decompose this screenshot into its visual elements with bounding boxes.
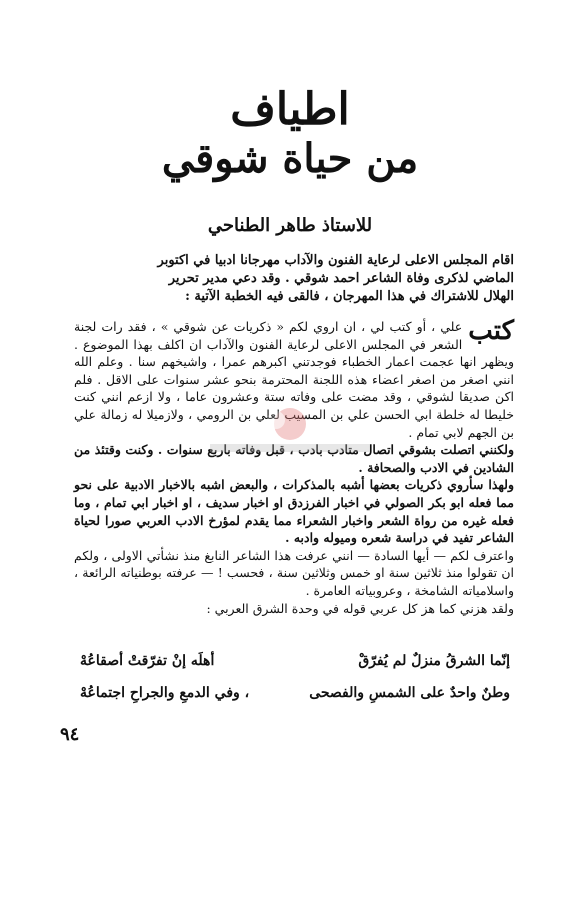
drop-word: كتب [468,316,514,346]
author-line: للاستاذ طاهر الطناحي [207,215,373,236]
verse-second-hemistich: أهلَه إنْ تفرّقتْ أصقاعُهْ [80,653,215,669]
body-paragraph [74,318,514,441]
article-title: اطياف [230,84,350,135]
intro-line: الهلال للاشتراك في هذا المهرجان ، فالقى فيه الخطبة الآتية : [185,289,514,304]
verse-first-hemistich: وطنٌ واحدٌ على الشمسِ والفصحى [309,685,510,701]
body-paragraph: ولهذا سأروي ذكريات بعضها أشبه بالمذكرات ، والبعض اشبه بالاخبار الادبية على نحو مما فعله ابو بكر الصولي في اخبار الفرزدق او اخبار سديف ، او اخبار ابي تمام ، وما فعله غيره من رواة الشعر واخبار الشعراء مما يقدم لمؤرخ الادب العربي صورا لحياة الشاعر تفيد في دراسة شعره وميوله وادبه . [74,477,514,546]
poem-verse [80,650,510,672]
poem-verse [80,682,510,704]
intro-note [74,252,514,306]
verse-first-hemistich: إنّما الشرقُ منزلٌ لم يُفرّقْ [358,653,510,669]
article-subtitle: من حياة شوقي [161,135,419,182]
verse-second-hemistich: ، وفي الدمعِ والجراحِ اجتماعُهْ [80,685,250,701]
body-paragraph-text: علي ، أو كتب لي ، ان اروي لكم « ذكريات عن شوقي » ، فقد رات لجنة الشعر في المجلس الاعلى لرعاية الفنون والآداب ان اكلف بهذا الموضوع . ويظهر انها عجمت اعمار الخطباء فوجدتني اكبرهم عمرا ، واشيخهم سنا . وعلم الله انني اصغر من اصغر اعضاء هذه اللجنة المحترمة بنحو عشر سنوات على الاقل . فلم اكن صديقا لشوقي ، وقد مضت على وفاته ستة وعشرون عاما ، ولا ازعم انني كنت خليطا له خلطة ابي الحسن علي بن المسيب لعلي بن الرومي ، ولازميلا له زمالة علي بن الجهم لابي تمام . [74,319,514,440]
body-paragraph: ولقد هزني كما هز كل عربي قوله في وحدة الشرق العربي : [206,600,514,616]
article-body [74,318,514,617]
body-paragraph: ولكنني اتصلت بشوقي اتصال متادب بادب ، قبل وفاته باربع سنوات . وكنت وقتئذ من الشادين في الادب والصحافة . [74,442,514,475]
body-paragraph: واعترف لكم — أيها السادة — انني عرفت هذا الشاعر النابغ منذ نشأتي الاولى ، ولكم ان تقولوا منذ ثلاثين سنة او خمس وثلاثين سنة ، فحسب ! — عرفته بوطنياته الرائعة ، واسلامياته الشامخة ، وعروبياته العامرة . [74,547,514,598]
page-number: ٩٤ [60,724,80,745]
intro-line: الماضي لذكرى وفاة الشاعر احمد شوقي . وقد دعي مدير تحرير [168,271,514,286]
intro-line: اقام المجلس الاعلى لرعاية الفنون والآداب مهرجانا ادبيا في اكتوبر [157,253,514,268]
